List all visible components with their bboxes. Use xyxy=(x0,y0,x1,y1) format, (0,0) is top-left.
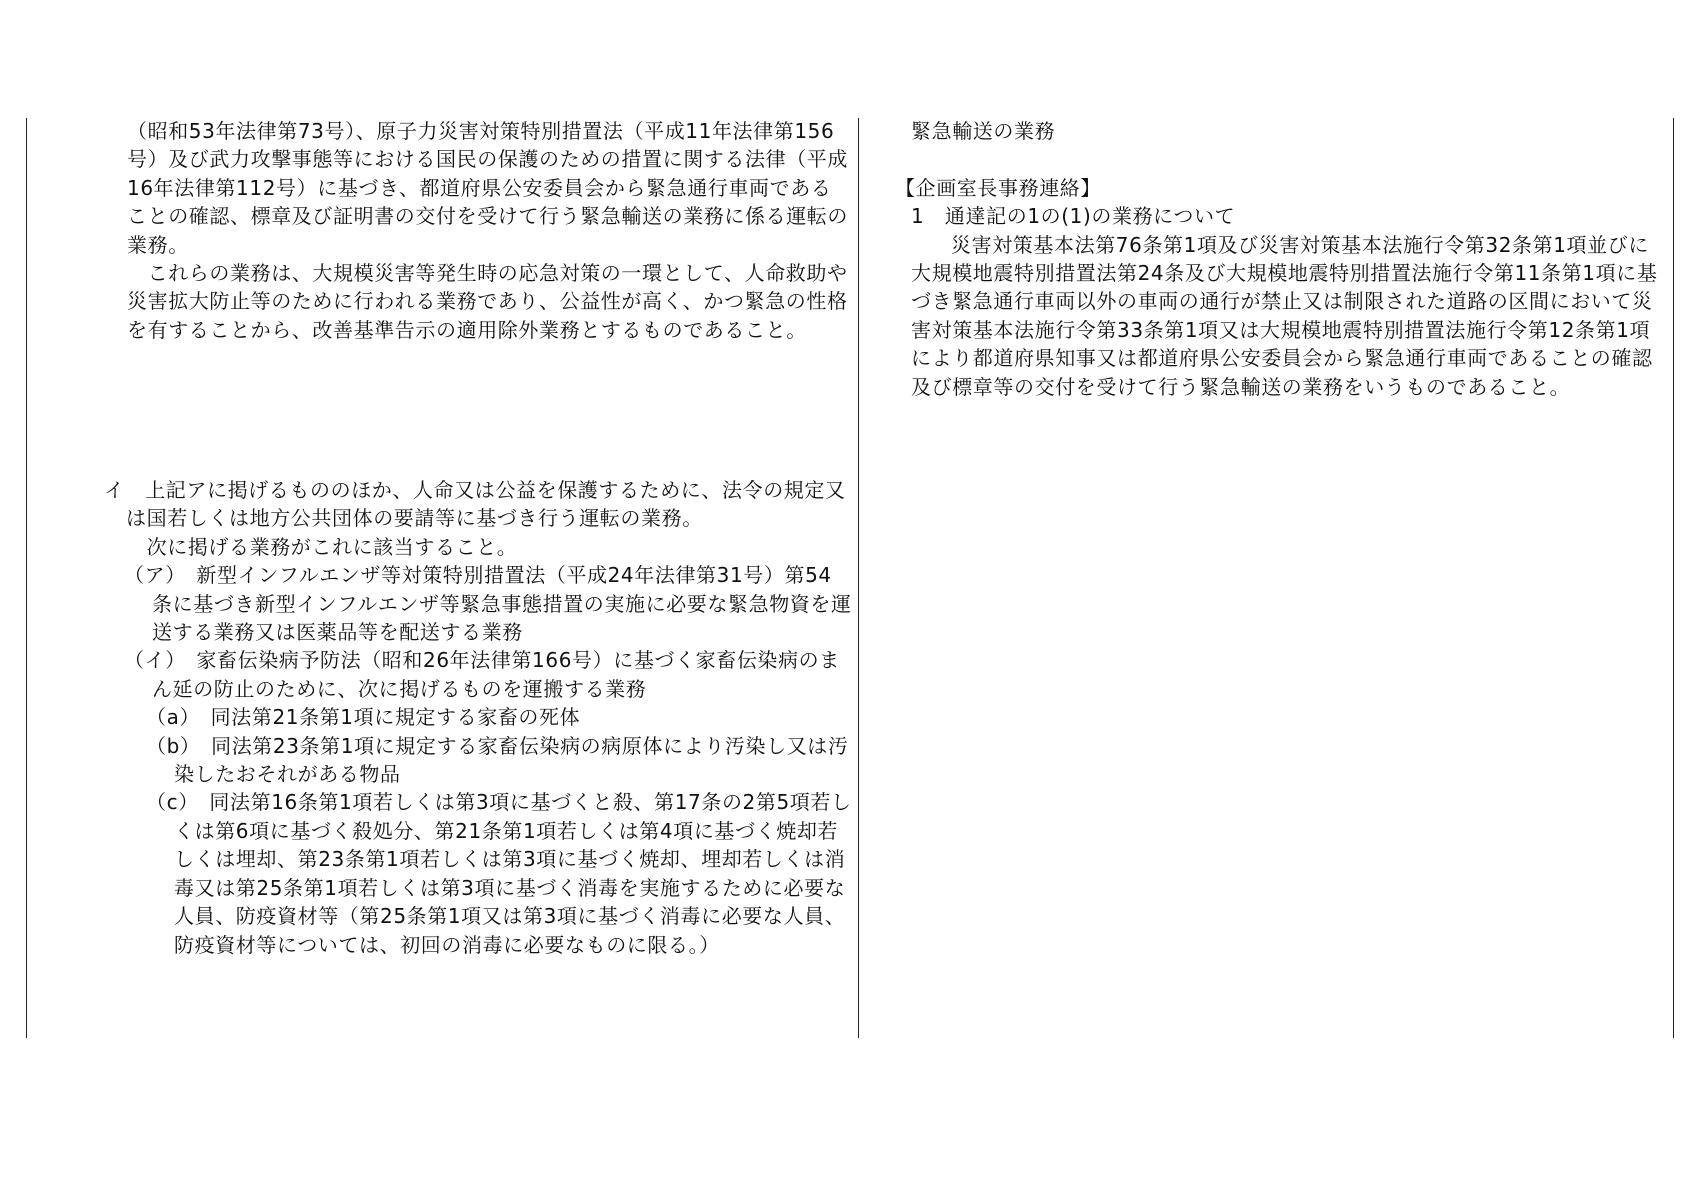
spacer xyxy=(895,145,1665,173)
sub-item-b-b: （b） 同法第23条第1項に規定する家畜伝染病の病原体により汚染し又は汚染したおそれがある物品 xyxy=(146,733,849,787)
left-column-upper xyxy=(127,117,852,344)
right-continuation-text: 緊急輸送の業務 xyxy=(911,119,1056,143)
item-i-note: 次に掲げる業務がこれに該当すること。 xyxy=(126,534,518,559)
item-i-label: イ xyxy=(104,478,125,502)
sub-item-b-c: （c） 同法第16条第1項若しくは第3項に基づくと殺、第17条の2第5項若しくは第6項に基づく殺処分、第21条第1項若しくは第4項に基づく焼却若しくは埋却、第23条第1項若しくは第3項に基づく焼却、埋却若しくは消毒又は第25条第1項若しくは第3項に基づく消毒を実施するために必要な人員、防疫資材等（第25条第1項又は第3項に基づく消毒に必要な人員、防疫資材等については、初回の消毒に必要なものに限る。） xyxy=(146,790,852,957)
left-column-lower xyxy=(104,476,852,959)
item-i-text: 上記アに掲げるもののほか、人命又は公益を保護するために、法令の規定又は国若しくは地方公共団体の要請等に基づき行う運転の業務。 xyxy=(124,478,846,531)
item-1-label: 1 通達記の1の(1)の業務について xyxy=(911,204,1236,229)
left-paragraph-2: これらの業務は、大規模災害等発生時の応急対策の一環として、人命救助や災害拡大防止等のために行われる業務であり、公益性が高く、かつ緊急の性格を有することから、改善基準告示の適用除外業務とするものであること。 xyxy=(127,261,848,342)
item-1-text: 災害対策基本法第76条第1項及び災害対策基本法施行令第32条第1項並びに大規模地震特別措置法第24条及び大規模地震特別措置法施行令第11条第1項に基づき緊急通行車両以外の車両の通行が禁止又は制限された道路の区間において災害対策基本法施行令第33条第1項又は大規模地震特別措置法施行令第12条第1項により都道府県知事又は都道府県公安委員会から緊急通行車両であることの確認及び標章等の交付を受けて行う緊急輸送の業務をいうものであること。 xyxy=(911,232,1658,399)
sub-item-b-a: （a） 同法第21条第1項に規定する家畜の死体 xyxy=(146,705,581,730)
sub-item-b: （イ） 家畜伝染病予防法（昭和26年法律第166号）に基づく家畜伝染病のまん延の防止のために、次に掲げるものを運搬する業務 xyxy=(124,648,840,701)
right-border-line xyxy=(1673,118,1674,1038)
section-heading: 【企画室長事務連絡】 xyxy=(895,175,1101,200)
center-divider-line xyxy=(858,118,859,1038)
right-column xyxy=(895,117,1665,401)
left-continuation-text: （昭和53年法律第73号）、原子力災害対策特別措置法（平成11年法律第156号）及び武力攻撃事態等における国民の保護のための措置に関する法律（平成16年法律第112号）に基づき、都道府県公安委員会から緊急通行車両であることの確認、標章及び証明書の交付を受けて行う緊急輸送の業務に係る運転の業務。 xyxy=(127,119,848,257)
left-border-line xyxy=(26,118,27,1038)
sub-item-a: （ア） 新型インフルエンザ等対策特別措置法（平成24年法律第31号）第54条に基づき新型インフルエンザ等緊急事態措置の実施に必要な緊急物資を運送する業務又は医薬品等を配送する業務 xyxy=(124,563,852,645)
item-i xyxy=(104,476,852,533)
